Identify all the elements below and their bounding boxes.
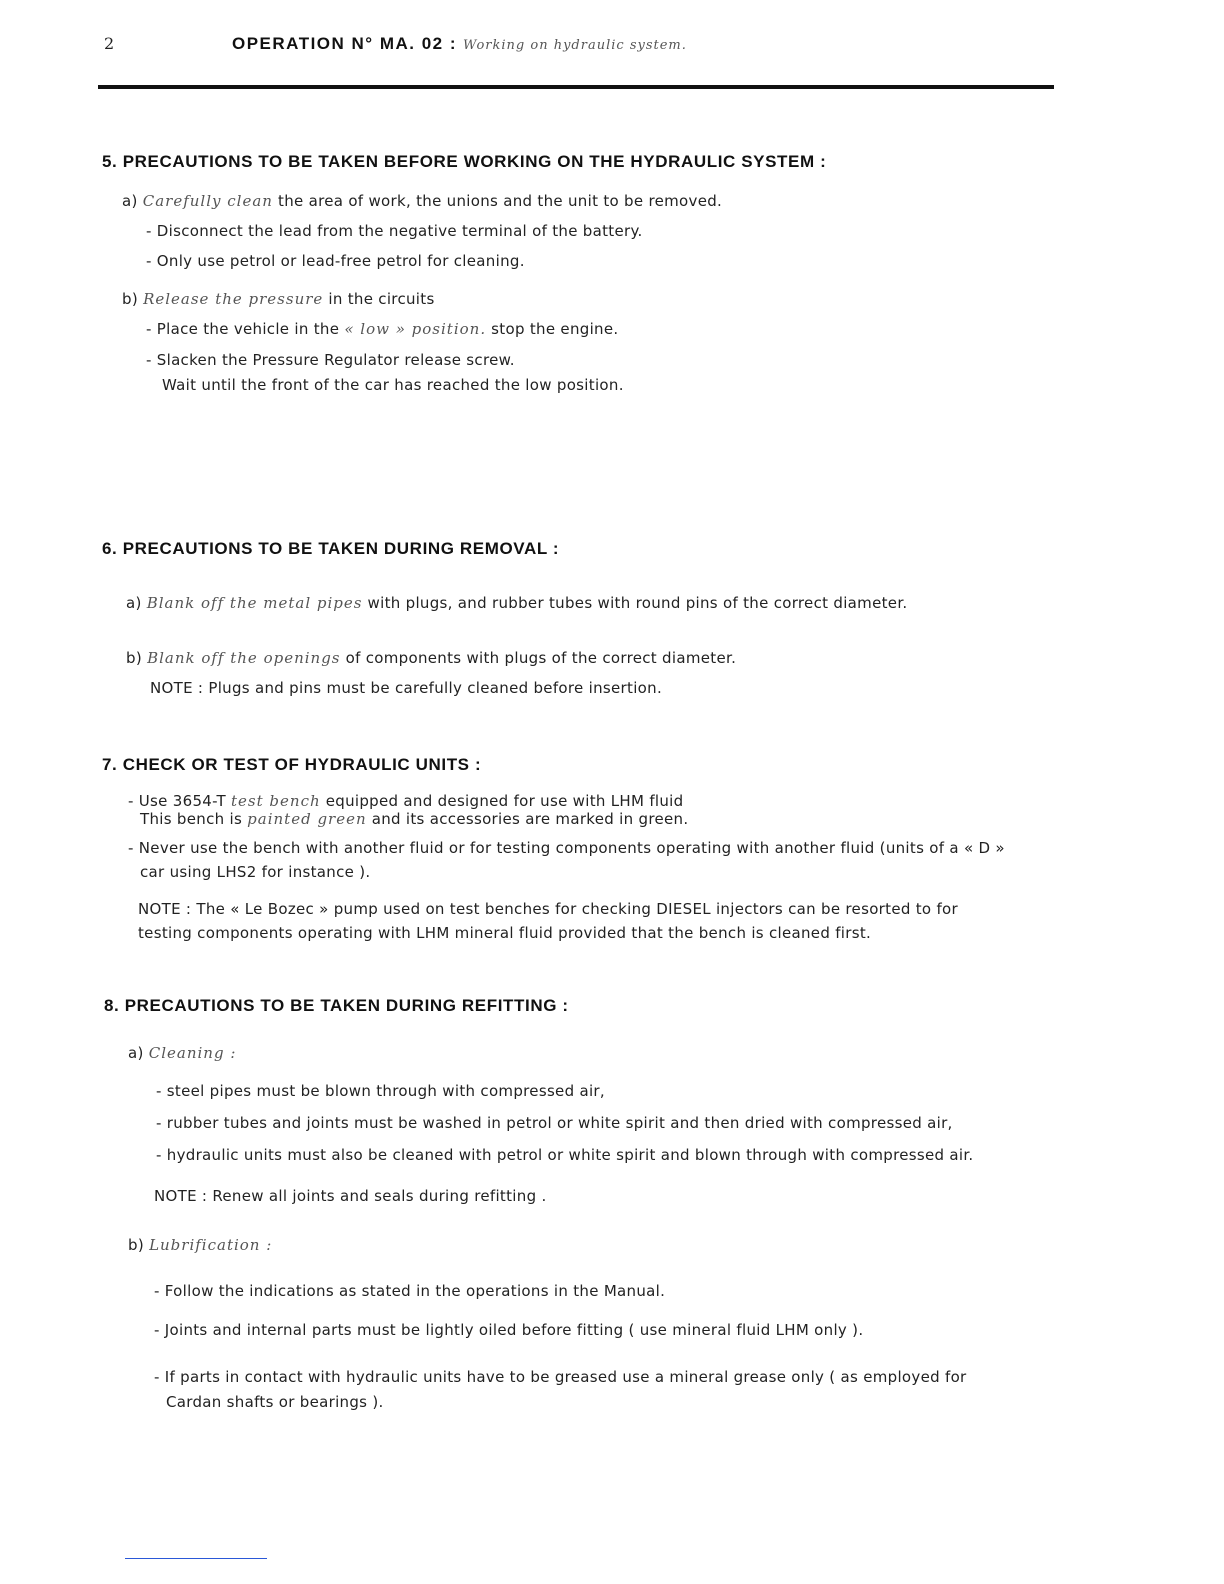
operation-title: OPERATION N° MA. 02 : — [232, 34, 457, 53]
s5-b-text: in the circuits — [328, 290, 435, 308]
s8-a-italic: Cleaning : — [148, 1044, 237, 1062]
s6-a-text: with plugs, and rubber tubes with round pins of the correct diameter. — [367, 594, 908, 612]
s8-b-italic: Lubrification : — [149, 1236, 273, 1254]
s5-b-line-2: - Slacken the Pressure Regulator release screw. — [146, 351, 515, 369]
operation-subtitle: Working on hydraulic system. — [463, 38, 687, 53]
page-number: 2 — [104, 34, 115, 53]
s6-b-text: of components with plugs of the correct diameter. — [345, 649, 737, 667]
s6-item-b — [126, 649, 736, 667]
s7-note-line-1: NOTE : The « Le Bozec » pump used on test benches for checking DIESEL injectors can be resorted to for — [138, 900, 958, 918]
s5-item-b — [122, 290, 435, 308]
footer-rule — [125, 1558, 267, 1559]
section-7-title: 7. CHECK OR TEST OF HYDRAULIC UNITS : — [102, 755, 482, 774]
s6-note: NOTE : Plugs and pins must be carefully cleaned before insertion. — [150, 679, 663, 697]
s7-line-3: - Never use the bench with another fluid or for testing components operating with another fluid (units of a « D » — [128, 839, 1005, 857]
s7-l1-post: equipped and designed for use with LHM fluid — [325, 792, 684, 810]
s6-b-italic: Blank off the openings — [147, 649, 341, 667]
header-rule — [98, 85, 1054, 89]
page-header — [232, 34, 687, 54]
s6-a-label: a) — [126, 594, 142, 612]
s5-a-italic: Carefully clean — [142, 192, 273, 210]
s8-note: NOTE : Renew all joints and seals during refitting . — [154, 1187, 547, 1205]
s6-a-italic: Blank off the metal pipes — [146, 594, 363, 612]
s5-b1-post: stop the engine. — [491, 320, 619, 338]
s5-b-line-3: Wait until the front of the car has reached the low position. — [162, 376, 624, 394]
s5-b-line-1 — [146, 320, 618, 338]
s7-l1-italic: test bench — [231, 792, 321, 810]
s8-item-a — [128, 1044, 236, 1062]
s8-a-line-3: - hydraulic units must also be cleaned with petrol or white spirit and blown through with compressed air. — [156, 1146, 974, 1164]
s5-b1-pre: - Place the vehicle in the — [146, 320, 340, 338]
s8-a-line-1: - steel pipes must be blown through with compressed air, — [156, 1082, 605, 1100]
s8-b-line-4: Cardan shafts or bearings ). — [166, 1393, 384, 1411]
s8-b-line-2: - Joints and internal parts must be lightly oiled before fitting ( use mineral fluid LHM only ). — [154, 1321, 864, 1339]
s7-line-2 — [140, 810, 688, 828]
s7-l1-pre: - Use 3654-T — [128, 792, 226, 810]
s5-a-text: the area of work, the unions and the unit to be removed. — [278, 192, 723, 210]
s8-b-label: b) — [128, 1236, 144, 1254]
s6-item-a — [126, 594, 907, 612]
s5-b-italic: Release the pressure — [143, 290, 324, 308]
s8-item-b — [128, 1236, 272, 1254]
s5-b1-italic: « low » position. — [344, 320, 487, 338]
s5-a-line-1: - Disconnect the lead from the negative terminal of the battery. — [146, 222, 643, 240]
section-8-title: 8. PRECAUTIONS TO BE TAKEN DURING REFITTING : — [104, 996, 569, 1015]
s7-note-line-2: testing components operating with LHM mineral fluid provided that the bench is cleaned first. — [138, 924, 872, 942]
s5-item-a — [122, 192, 722, 210]
s7-l2-italic: painted green — [247, 810, 367, 828]
s5-a-label: a) — [122, 192, 138, 210]
s8-a-label: a) — [128, 1044, 144, 1062]
s7-l2-pre: This bench is — [140, 810, 243, 828]
s7-line-1 — [128, 792, 683, 810]
section-6-title: 6. PRECAUTIONS TO BE TAKEN DURING REMOVAL : — [102, 539, 560, 558]
s5-a-line-2: - Only use petrol or lead-free petrol for cleaning. — [146, 252, 525, 270]
s8-b-line-3: - If parts in contact with hydraulic units have to be greased use a mineral grease only ( as employed for — [154, 1368, 967, 1386]
s6-b-label: b) — [126, 649, 142, 667]
s7-l2-post: and its accessories are marked in green. — [371, 810, 689, 828]
s7-line-4: car using LHS2 for instance ). — [140, 863, 371, 881]
s5-b-label: b) — [122, 290, 138, 308]
section-5-title: 5. PRECAUTIONS TO BE TAKEN BEFORE WORKING ON THE HYDRAULIC SYSTEM : — [102, 152, 827, 171]
s8-b-line-1: - Follow the indications as stated in the operations in the Manual. — [154, 1282, 666, 1300]
s8-a-line-2: - rubber tubes and joints must be washed in petrol or white spirit and then dried with compressed air, — [156, 1114, 953, 1132]
